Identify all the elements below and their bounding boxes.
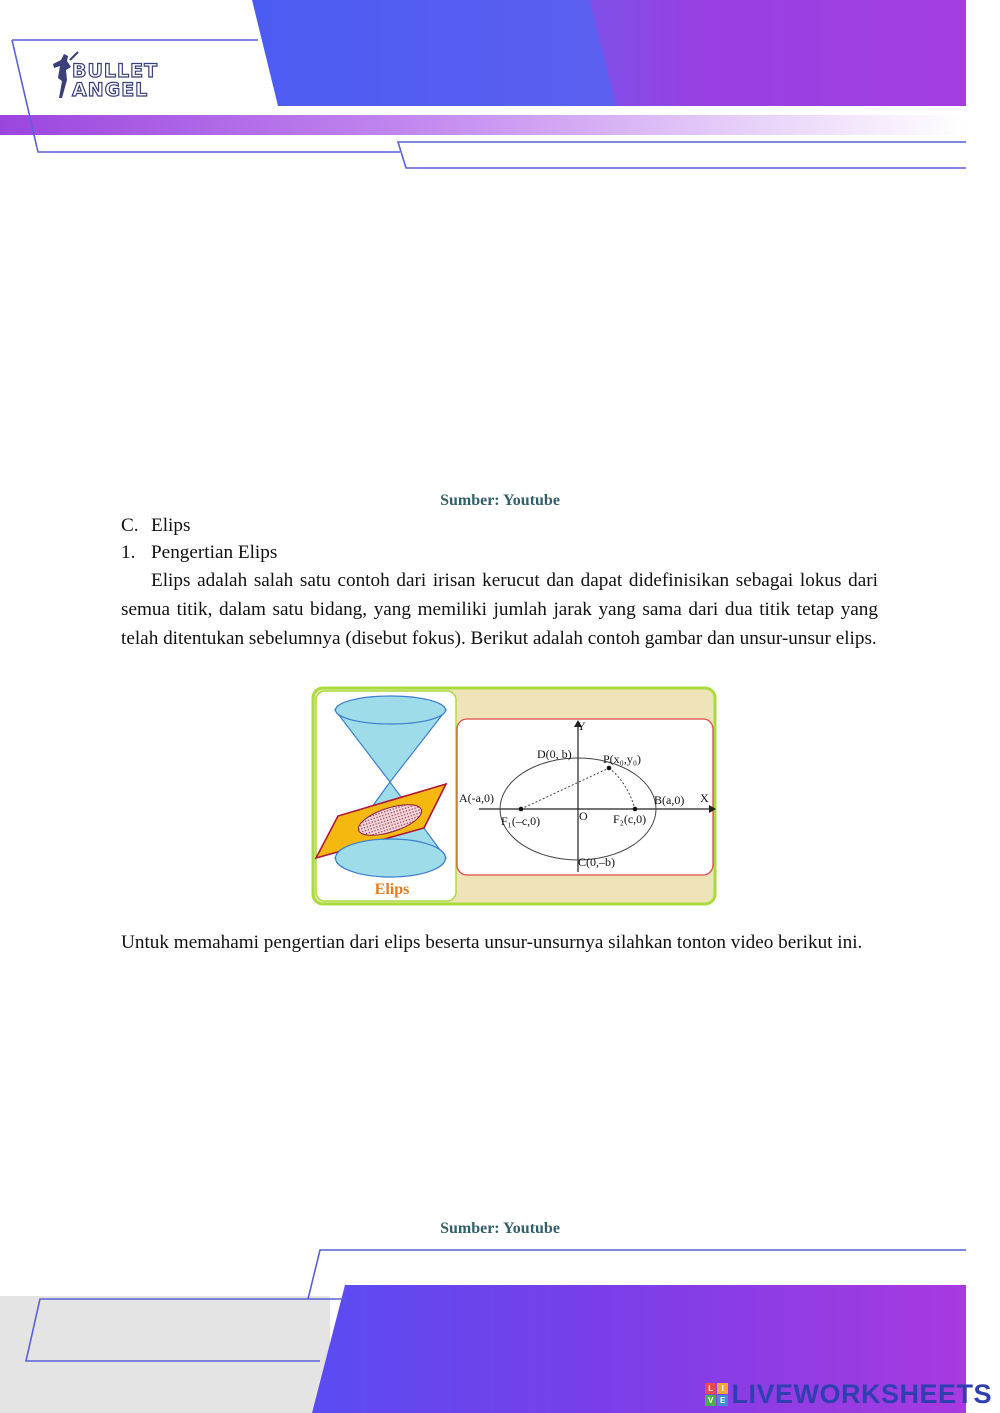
section-heading-marker: C.	[121, 515, 139, 536]
x-axis-label: X	[700, 791, 709, 805]
point-p-marker	[607, 766, 612, 771]
point-d-label: D(0, b)	[537, 747, 572, 761]
section-heading	[121, 515, 190, 537]
definition-paragraph: Elips adalah salah satu contoh dari irisan kerucut dan dapat didefinisikan sebagai lokus dari semua titik, dalam satu bidang, yang memiliki jumlah jarak yang sama dari dua titik tetap yang telah ditentukan sebelumnya (disebut fokus). Berikut adalah contoh gambar dan unsur-unsur elips.	[121, 570, 878, 649]
subsection-heading-marker: 1.	[121, 542, 136, 563]
video-source-caption-2: Sumber: Youtube	[440, 1220, 560, 1237]
liveworksheets-logo-icon: L I V E	[705, 1383, 728, 1406]
point-a-label: A(-a,0)	[459, 791, 494, 805]
liveworksheets-text: LIVEWORKSHEETS	[731, 1378, 992, 1409]
footer-grey-area	[0, 1296, 330, 1413]
origin-label: O	[579, 809, 588, 823]
logo-line-2: ANGEL	[72, 79, 149, 101]
point-p-label: P(x₀,y₀)	[603, 752, 642, 766]
cone-caption: Elips	[374, 881, 410, 898]
y-axis-label: Y	[577, 719, 586, 733]
focus-1-label: F₁(–c,0)	[501, 814, 541, 828]
video-source-caption: Sumber: Youtube	[440, 492, 560, 509]
page-header	[0, 0, 1000, 190]
focus-2-label: F₂(c,0)	[613, 812, 647, 826]
point-c-label: C(0,–b)	[578, 855, 615, 869]
brand-logo	[50, 50, 190, 102]
video-instruction: Untuk memahami pengertian dari elips beserta unsur-unsurnya silahkan tonton video berikut ini.	[121, 932, 863, 953]
ellipse-figure	[311, 686, 717, 906]
subsection-heading	[121, 542, 277, 564]
header-stripe	[0, 115, 966, 135]
subsection-heading-text: Pengertian Elips	[151, 542, 278, 563]
point-b-label: B(a,0)	[654, 793, 685, 807]
focus-1-point	[519, 807, 524, 812]
section-heading-text: Elips	[151, 515, 191, 536]
logo-line-1: BULLET	[72, 60, 159, 82]
liveworksheets-watermark	[705, 1377, 992, 1411]
focus-2-point	[633, 807, 638, 812]
